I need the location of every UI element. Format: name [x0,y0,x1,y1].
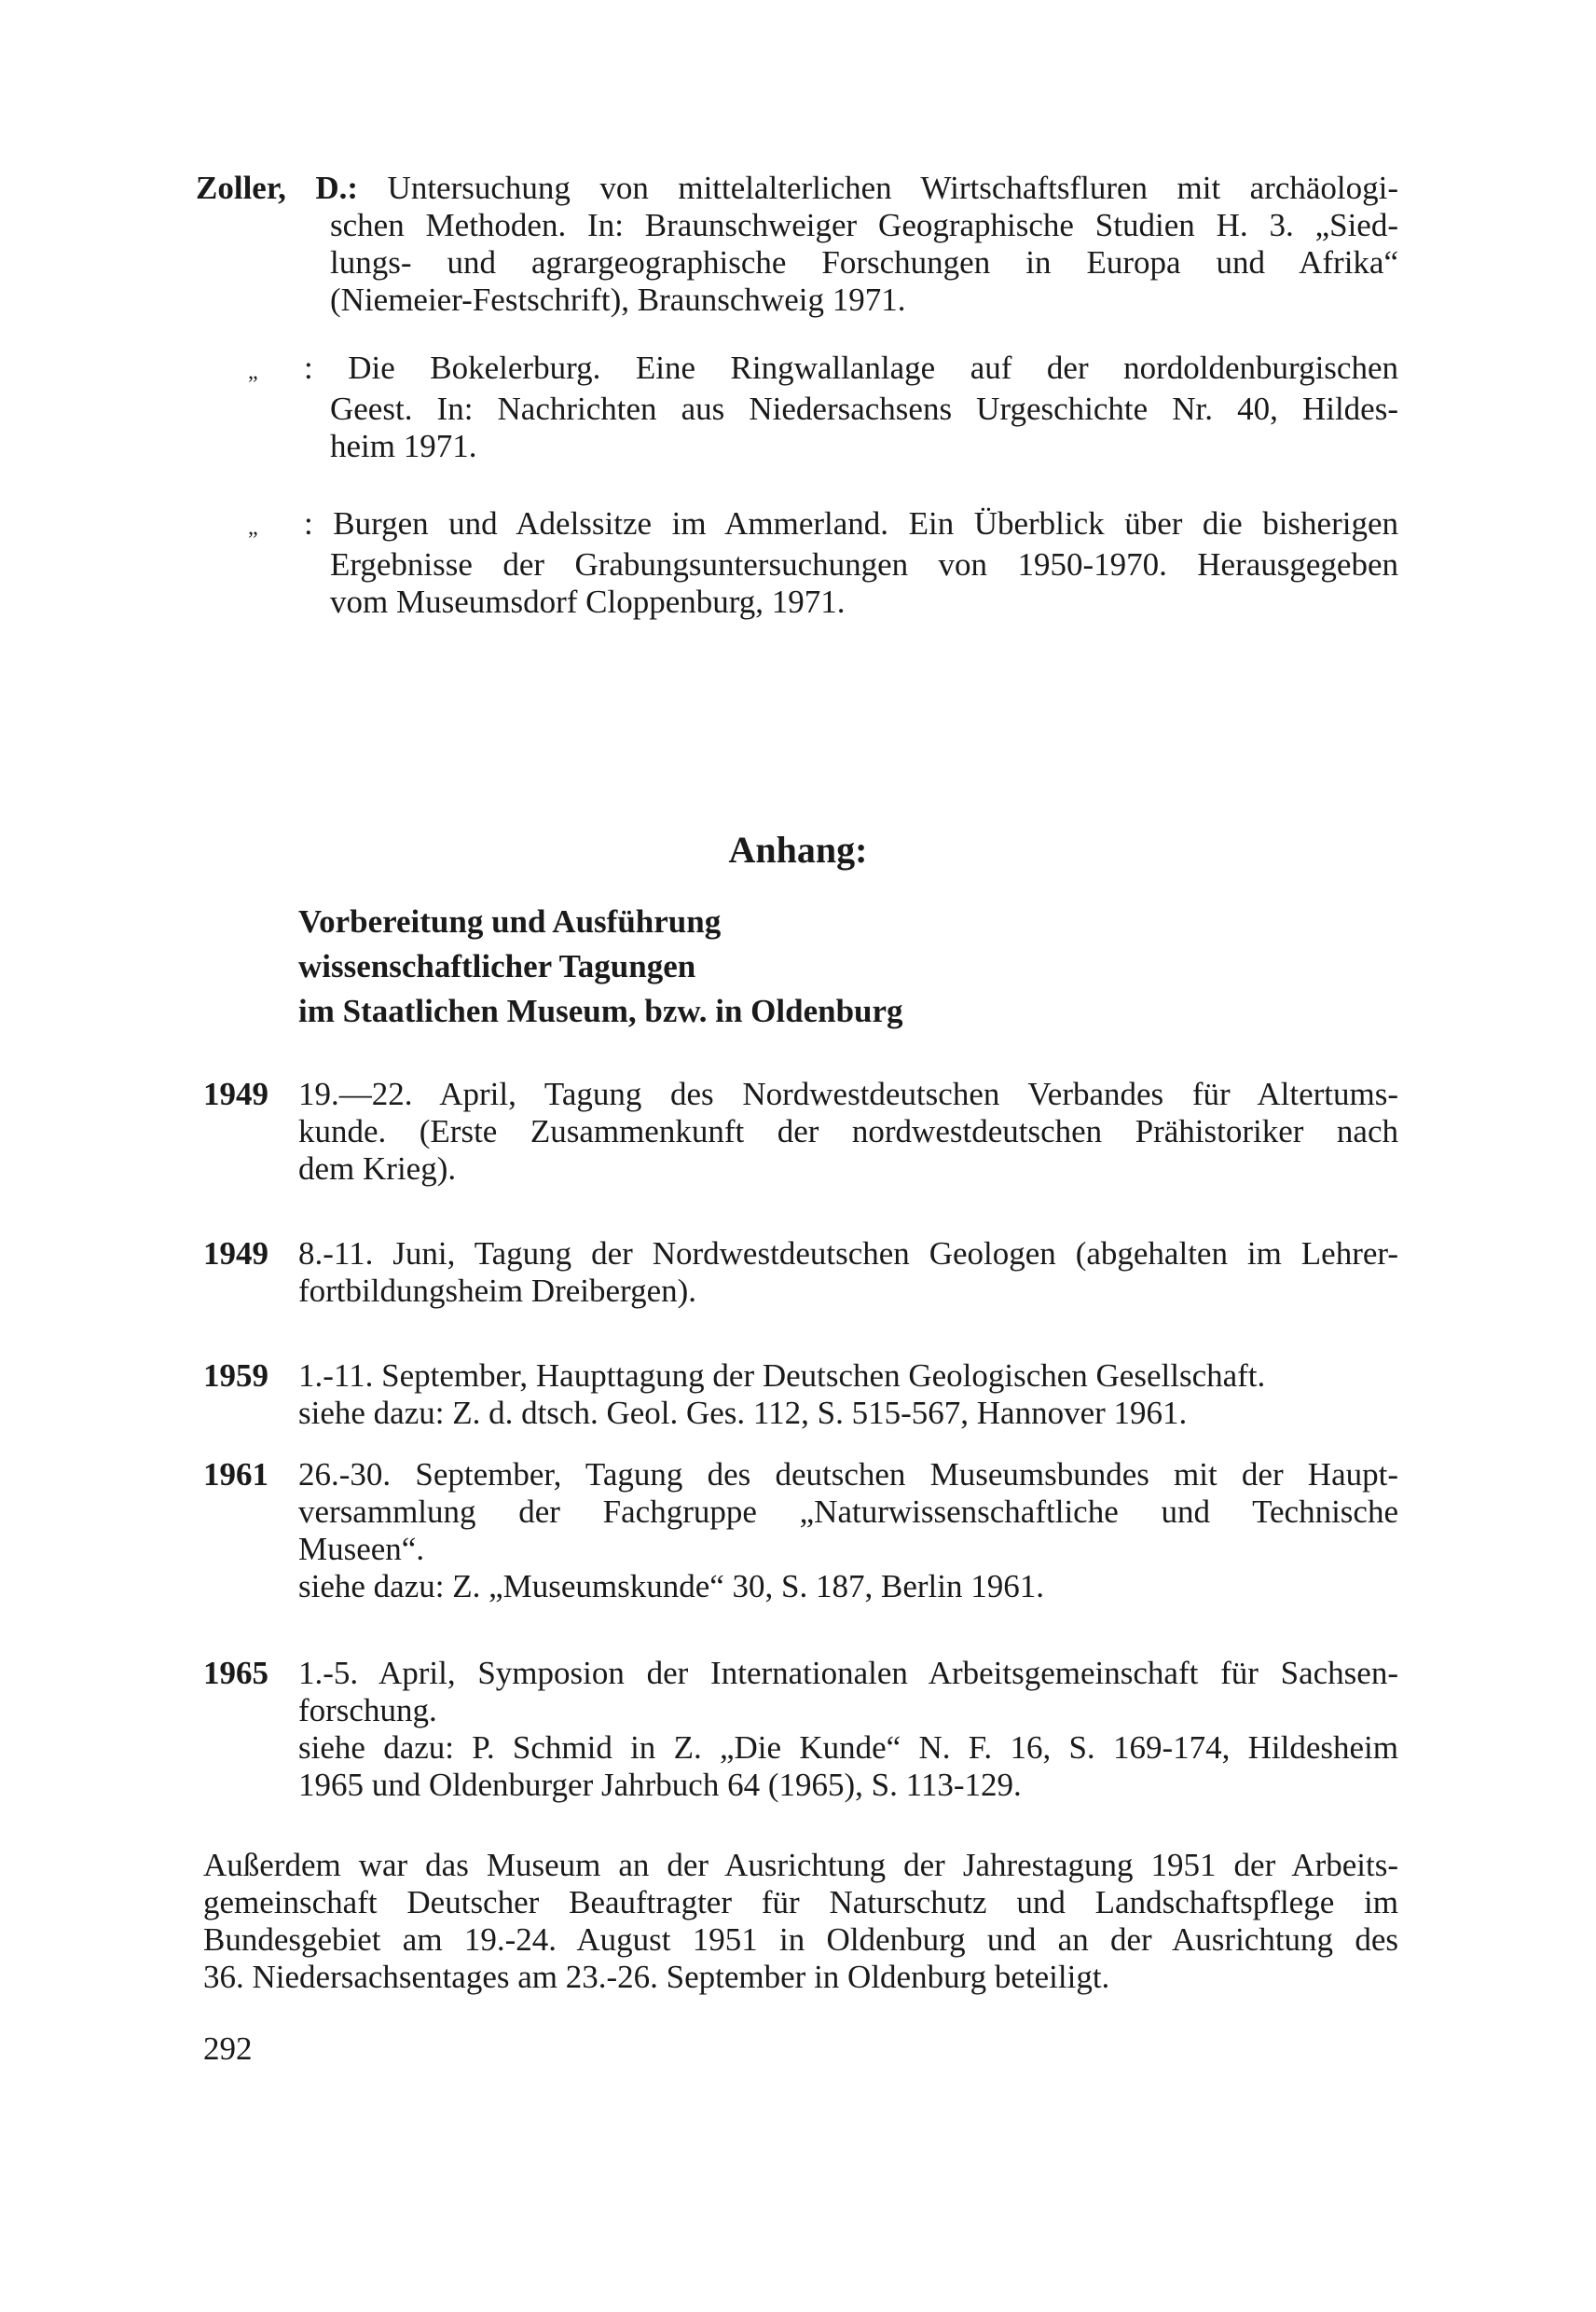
event-line: kunde. (Erste Zusammenkunft der nordwestdeutschen Prähistoriker nach [298,1113,1398,1149]
event-line: siehe dazu: Z. d. dtsch. Geol. Ges. 112, S. 515-567, Hannover 1961. [298,1395,1188,1431]
event-line: siehe dazu: Z. „Museumskunde“ 30, S. 187, Berlin 1961. [298,1568,1045,1604]
event-year: 1949 [203,1235,268,1272]
bib-author: Zoller, D.: [196,170,359,206]
ditto-mark: „ [248,516,258,540]
bib-line: Zoller, D.: Untersuchung von mittelalterlichen Wirtschaftsfluren mit archäologi- [196,170,1399,206]
bib-line: Geest. In: Nachrichten aus Niedersachsens Urgeschichte Nr. 40, Hildes- [330,391,1398,427]
event-year: 1961 [203,1456,268,1493]
event-body [298,1235,1398,1310]
event-line: fortbildungsheim Dreibergen). [298,1273,697,1309]
event-line: 8.-11. Juni, Tagung der Nordwestdeutschen Geologen (abgehalten im Lehrer- [298,1235,1398,1272]
event-year: 1959 [203,1357,268,1394]
paragraph-line: Außerdem war das Museum an der Ausrichtung der Jahrestagung 1951 der Arbeits- [203,1847,1398,1883]
event-line: versammlung der Fachgruppe „Naturwissenschaftliche und Technische [298,1493,1398,1530]
event-line: 1965 und Oldenburger Jahrbuch 64 (1965), S. 113-129. [298,1767,1022,1803]
bib-line: heim 1971. [330,428,477,464]
event-body [298,1655,1398,1804]
section-heading: Anhang: [728,829,868,871]
bib-entry [248,350,1398,465]
event-entry [203,1235,1398,1310]
event-year: 1949 [203,1076,268,1112]
event-body [298,1076,1398,1188]
bib-line: „ : Burgen und Adelssitze im Ammerland. Ein Überblick über die bisherigen [248,505,1398,546]
event-line: 26.-30. September, Tagung des deutschen Museumsbundes mit der Haupt- [298,1456,1398,1493]
event-entry [203,1357,1398,1432]
subheading-line: im Staatlichen Museum, bzw. in Oldenburg [298,993,903,1029]
event-body [298,1456,1398,1605]
event-year: 1965 [203,1655,268,1691]
bib-line: (Niemeier-Festschrift), Braunschweig 1971. [330,282,906,318]
bib-entry [196,170,1398,319]
event-body [298,1357,1398,1432]
paragraph-line: Bundesgebiet am 19.-24. August 1951 in Oldenburg und an der Ausrichtung des [203,1921,1398,1958]
bib-line: schen Methoden. In: Braunschweiger Geographische Studien H. 3. „Sied- [330,207,1398,243]
bib-line: „ : Die Bokelerburg. Eine Ringwallanlage auf der nordoldenburgischen [248,350,1398,391]
event-line: 1.-11. September, Haupttagung der Deutschen Geologischen Gesellschaft. [298,1357,1266,1394]
event-line: dem Krieg). [298,1150,457,1187]
section-subheading [298,900,903,1034]
ditto-mark: „ [248,360,258,384]
paragraph-line: 36. Niedersachsentages am 23.-26. September in Oldenburg beteiligt. [203,1959,1110,1995]
paragraph-line: gemeinschaft Deutscher Beauftragter für Naturschutz und Landschaftspflege im [203,1884,1398,1920]
subheading-line: wissenschaftlicher Tagungen [298,948,696,984]
bib-entry [248,505,1398,621]
event-line: siehe dazu: P. Schmid in Z. „Die Kunde“ N. F. 16, S. 169-174, Hildesheim [298,1729,1398,1766]
event-line: forschung. [298,1692,437,1728]
closing-paragraph [203,1847,1398,1996]
subheading-line: Vorbereitung und Ausführung [298,903,722,940]
event-entry [203,1655,1398,1804]
bib-line: lungs- und agrargeographische Forschungen in Europa und Afrika“ [330,244,1398,281]
event-line: Museen“. [298,1531,425,1567]
event-line: 19.—22. April, Tagung des Nordwestdeutschen Verbandes für Altertums- [298,1076,1398,1112]
event-entry [203,1456,1398,1605]
event-entry [203,1076,1398,1188]
event-line: 1.-5. April, Symposion der Internationalen Arbeitsgemeinschaft für Sachsen- [298,1655,1398,1691]
bib-line: Ergebnisse der Grabungsuntersuchungen von 1950-1970. Herausgegeben [330,546,1398,583]
bib-line: vom Museumsdorf Cloppenburg, 1971. [330,584,846,620]
page-number: 292 [203,2030,253,2067]
